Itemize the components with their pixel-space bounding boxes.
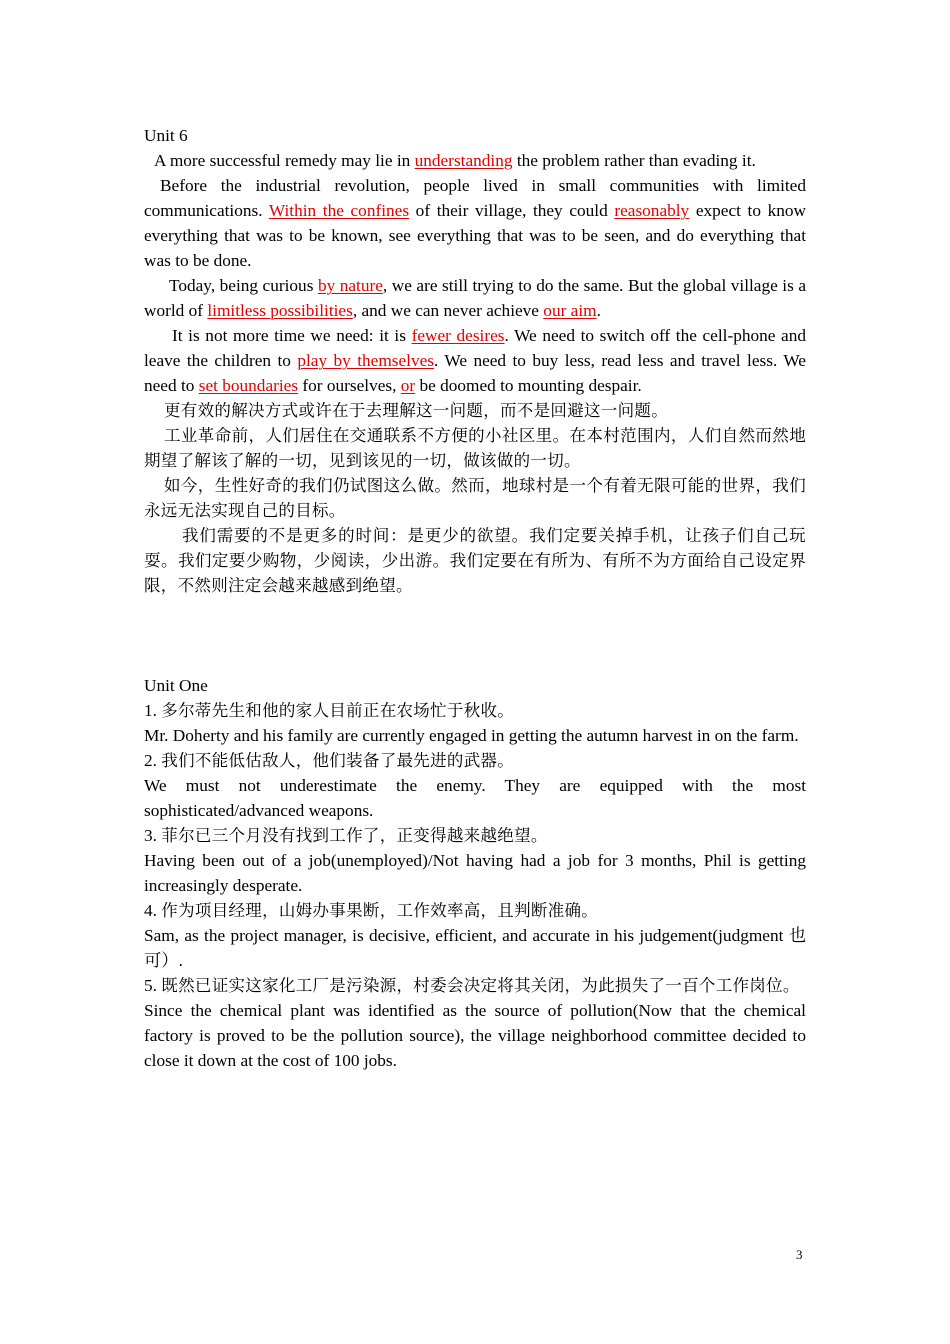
highlighted-phrase: Within the confines <box>268 201 410 220</box>
unit1-item-2-en: We must not underestimate the enemy. They are equipped with the most sophisticated/advanced weapons. <box>144 776 806 820</box>
unit6-paragraph-2: Before the industrial revolution, people lived in small communities with limited communications. Within the confines of their village, they could reasonably expect to know everything that was to be known, see everything that was to be seen, and do everything that was to be done. <box>144 176 806 270</box>
unit6-paragraph-4: It is not more time we need: it is fewer desires. We need to switch off the cell-phone and leave the children to play by themselves. We need to buy less, read less and travel less. We need to set boundaries for ourselves, or be doomed to mounting despair. <box>144 326 807 395</box>
highlighted-phrase: understanding <box>414 151 513 170</box>
highlighted-phrase: or <box>400 376 416 395</box>
unit6-paragraph-3: Today, being curious by nature, we are still trying to do the same. But the global village is a world of limitless possibilities, and we can never achieve our aim. <box>144 276 807 320</box>
unit6-paragraph-1: A more successful remedy may lie in understanding the problem rather than evading it. <box>154 151 756 170</box>
unit1-item-5-zh: 5. 既然已证实这家化工厂是污染源，村委会决定将其关闭，为此损失了一百个工作岗位。 <box>144 976 800 995</box>
unit1-title: Unit One <box>144 676 208 695</box>
unit1-item-3-zh: 3. 菲尔已三个月没有找到工作了，正变得越来越绝望。 <box>144 826 548 845</box>
unit1-item-4-en: Sam, as the project manager, is decisive, efficient, and accurate in his judgement(judgment 也可）. <box>144 926 806 970</box>
highlighted-phrase: fewer desires <box>411 326 505 345</box>
unit1-item-4-zh: 4. 作为项目经理，山姆办事果断，工作效率高，且判断准确。 <box>144 901 599 920</box>
highlighted-phrase: our aim <box>543 301 597 320</box>
highlighted-phrase: reasonably <box>614 201 690 220</box>
unit6-translation-2: 工业革命前，人们居住在交通联系不方便的小社区里。在本村范围内，人们自然而然地期望了解该了解的一切，见到该见的一切，做该做的一切。 <box>144 426 806 470</box>
unit1-item-5-en: Since the chemical plant was identified as the source of pollution(Now that the chemical factory is proved to be the pollution source), the village neighborhood committee decided to close it down at the cost of 100 jobs. <box>144 1001 806 1070</box>
unit1-item-1-zh: 1. 多尔蒂先生和他的家人目前正在农场忙于秋收。 <box>144 701 515 720</box>
unit1-item-1-en: Mr. Doherty and his family are currently engaged in getting the autumn harvest in on the farm. <box>144 726 799 745</box>
section-spacer <box>144 598 806 673</box>
page-number: 3 <box>796 1247 803 1262</box>
unit1-item-2-zh: 2. 我们不能低估敌人，他们装备了最先进的武器。 <box>144 751 515 770</box>
highlighted-phrase: set boundaries <box>198 376 299 395</box>
highlighted-phrase: limitless possibilities <box>207 301 353 320</box>
unit6-title: Unit 6 <box>144 126 188 145</box>
highlighted-phrase: play by themselves <box>297 351 434 370</box>
highlighted-phrase: by nature <box>317 276 383 295</box>
unit6-translation-1: 更有效的解决方式或许在于去理解这一问题，而不是回避这一问题。 <box>164 401 668 420</box>
unit6-translation-3: 如今，生性好奇的我们仍试图这么做。然而，地球村是一个有着无限可能的世界，我们永远无法实现自己的目标。 <box>144 476 806 520</box>
document-body <box>144 123 806 1073</box>
unit1-item-3-en: Having been out of a job(unemployed)/Not having had a job for 3 months, Phil is getting increasingly desperate. <box>144 851 806 895</box>
unit6-translation-4: 我们需要的不是更多的时间：是更少的欲望。我们定要关掉手机，让孩子们自己玩耍。我们定要少购物，少阅读，少出游。我们定要在有所为、有所不为方面给自己设定界限，不然则注定会越来越感到绝望。 <box>144 526 806 595</box>
